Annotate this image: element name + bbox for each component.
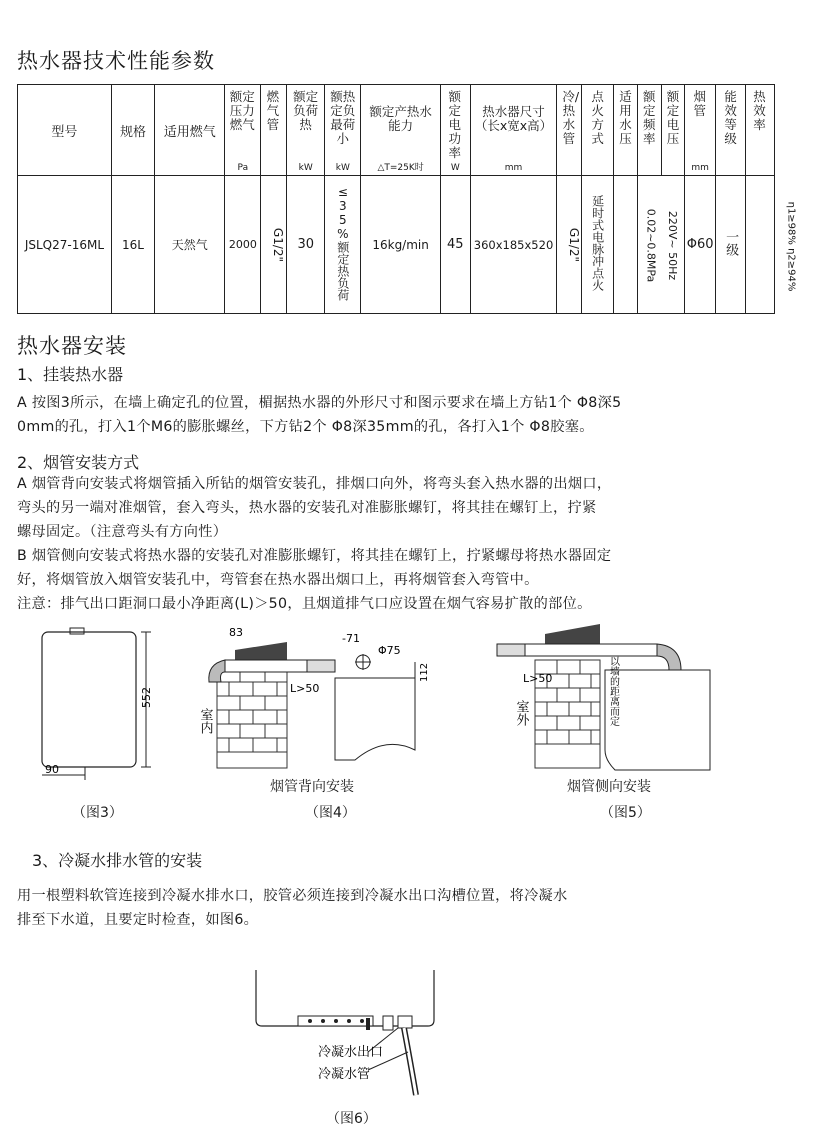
header-size: 规格 <box>111 85 154 176</box>
fig4-dim-83: 83 <box>229 626 243 639</box>
header-rated-load: 额定负荷热 kW <box>287 85 325 176</box>
header-voltage-freq: 额定频率 <box>637 85 661 176</box>
figure-3-drawing <box>20 620 160 790</box>
fig4-dim-75: Φ75 <box>378 644 401 657</box>
header-model: 型号 <box>18 85 112 176</box>
fig4-dim-71: -71 <box>342 632 360 645</box>
fig6-label-outlet: 冷凝水出口 <box>318 1045 384 1060</box>
cell-flue-pipe: G1/2" <box>261 176 287 314</box>
cell-model: JSLQ27-16ML <box>18 176 112 314</box>
cell-min-load: ≤35%额定热负荷 <box>325 176 361 314</box>
fig6-label-pipe: 冷凝水管 <box>318 1067 371 1082</box>
fig4-dim-112: 112 <box>419 662 430 682</box>
section-1-text: A 按图3所示，在墙上确定孔的位置，楣据热水器的外形尺寸和图示要求在墙上方钻1个 Φ8深5 0mm的孔，打入1个M6的膨胀螺丝，下方钻2个 Φ8深35mm的孔，各打入1个 Φ8胶塞。 <box>17 395 622 435</box>
figure-4-caption: （图4） <box>305 805 356 821</box>
header-water-pressure: 适用水压 <box>614 85 638 176</box>
fig3-dim-width: 90 <box>45 763 59 776</box>
figure-5-caption: （图5） <box>600 805 651 821</box>
cell-chimney: Φ60 <box>685 176 716 314</box>
install-title: 热水器安装 <box>17 334 127 358</box>
figure-4-title: 烟管背向安装 <box>270 779 354 795</box>
section-1-title: 1、挂装热水器 <box>17 365 124 384</box>
header-efficiency-grade: 能效等级 <box>716 85 746 176</box>
page-title: 热水器技术性能参数 <box>17 49 215 73</box>
cell-hot-water: 16kg/min <box>361 176 440 314</box>
header-chimney: 烟管 mm <box>685 85 716 176</box>
section-2-text: A 烟管背向安装式将烟管插入所钻的烟管安装孔，排烟口向外，将弯头套入热水器的出烟口， 弯头的另一端对准烟管，套入弯头，热水器的安装孔对准膨胀螺钉，将其挂在螺钉上，拧紧 螺母固定。（注意弯头有方向性） B 烟管侧向安装式将热水器的安装孔对准膨胀螺钉，将其挂在螺钉上，拧紧螺母将热水器固定 好，将烟管放入烟管安装孔中，弯管套在热水器出烟口上，再将烟管套入弯管中。 注意：排气出口距洞口最小净距离(L)＞50，且烟道排气口应设置在烟气容易扩散的部位。 <box>17 476 612 612</box>
fig3-dim-height: 552 <box>140 687 153 708</box>
header-dimensions: 热水器尺寸（长x宽x高） mm <box>470 85 557 176</box>
section-3-title: 3、冷凝水排水管的安装 <box>32 851 203 870</box>
cell-rated-load: 30 <box>287 176 325 314</box>
header-water-pipe: 冷/热水管 <box>557 85 582 176</box>
header-gas: 适用燃气 <box>155 85 225 176</box>
cell-water-pressure: 0.02~0.8MPa <box>614 176 638 314</box>
section-3-text: 用一根塑料软管连接到冷凝水排水口，胶管必须连接到冷凝水出口沟槽位置，将冷凝水 排至下水道，且要定时检查，如图6。 <box>17 888 568 928</box>
cell-voltage: 220V~ 50Hz <box>637 176 684 314</box>
spec-table <box>17 84 797 314</box>
header-power: 额定电功率 W <box>440 85 470 176</box>
cell-water-pipe: G1/2" <box>557 176 582 314</box>
cell-efficiency-grade: 一级 <box>716 176 746 314</box>
cell-gas: 天然气 <box>155 176 225 314</box>
figure-4-drawing <box>195 620 435 780</box>
cell-dimensions: 360x185x520 <box>470 176 557 314</box>
fig5-room-label: 室外 <box>513 700 529 726</box>
fig4-dim-l: L>50 <box>290 682 320 695</box>
header-hot-water: 额定产热水能力 △T=25K时 <box>361 85 440 176</box>
cell-ignition: 延时式电脉冲点火 <box>582 176 614 314</box>
header-min-load: 额热定负最荷小 kW <box>325 85 361 176</box>
fig4-room-label: 室内 <box>197 708 213 734</box>
cell-power: 45 <box>440 176 470 314</box>
header-pressure: 额定压力燃气 Pa <box>225 85 261 176</box>
cell-efficiency: η1≥98% η2≥94% <box>746 176 775 314</box>
header-flue-pipe: 燃气管 <box>261 85 287 176</box>
fig5-note: 以墙的距离而定 <box>607 656 619 726</box>
figure-5-drawing <box>485 620 725 780</box>
figure-6-caption: （图6） <box>326 1111 377 1127</box>
figure-3-caption: （图3） <box>72 805 123 821</box>
header-voltage: 额定电压 <box>661 85 685 176</box>
fig5-dim-l: L>50 <box>523 672 553 685</box>
header-efficiency: 热效率 <box>746 85 775 176</box>
cell-size: 16L <box>111 176 154 314</box>
cell-pressure: 2000 <box>225 176 261 314</box>
figure-5-title: 烟管侧向安装 <box>567 779 651 795</box>
figure-6-drawing <box>248 960 448 1095</box>
header-ignition: 点火方式 <box>582 85 614 176</box>
section-2-title: 2、烟管安装方式 <box>17 453 140 472</box>
